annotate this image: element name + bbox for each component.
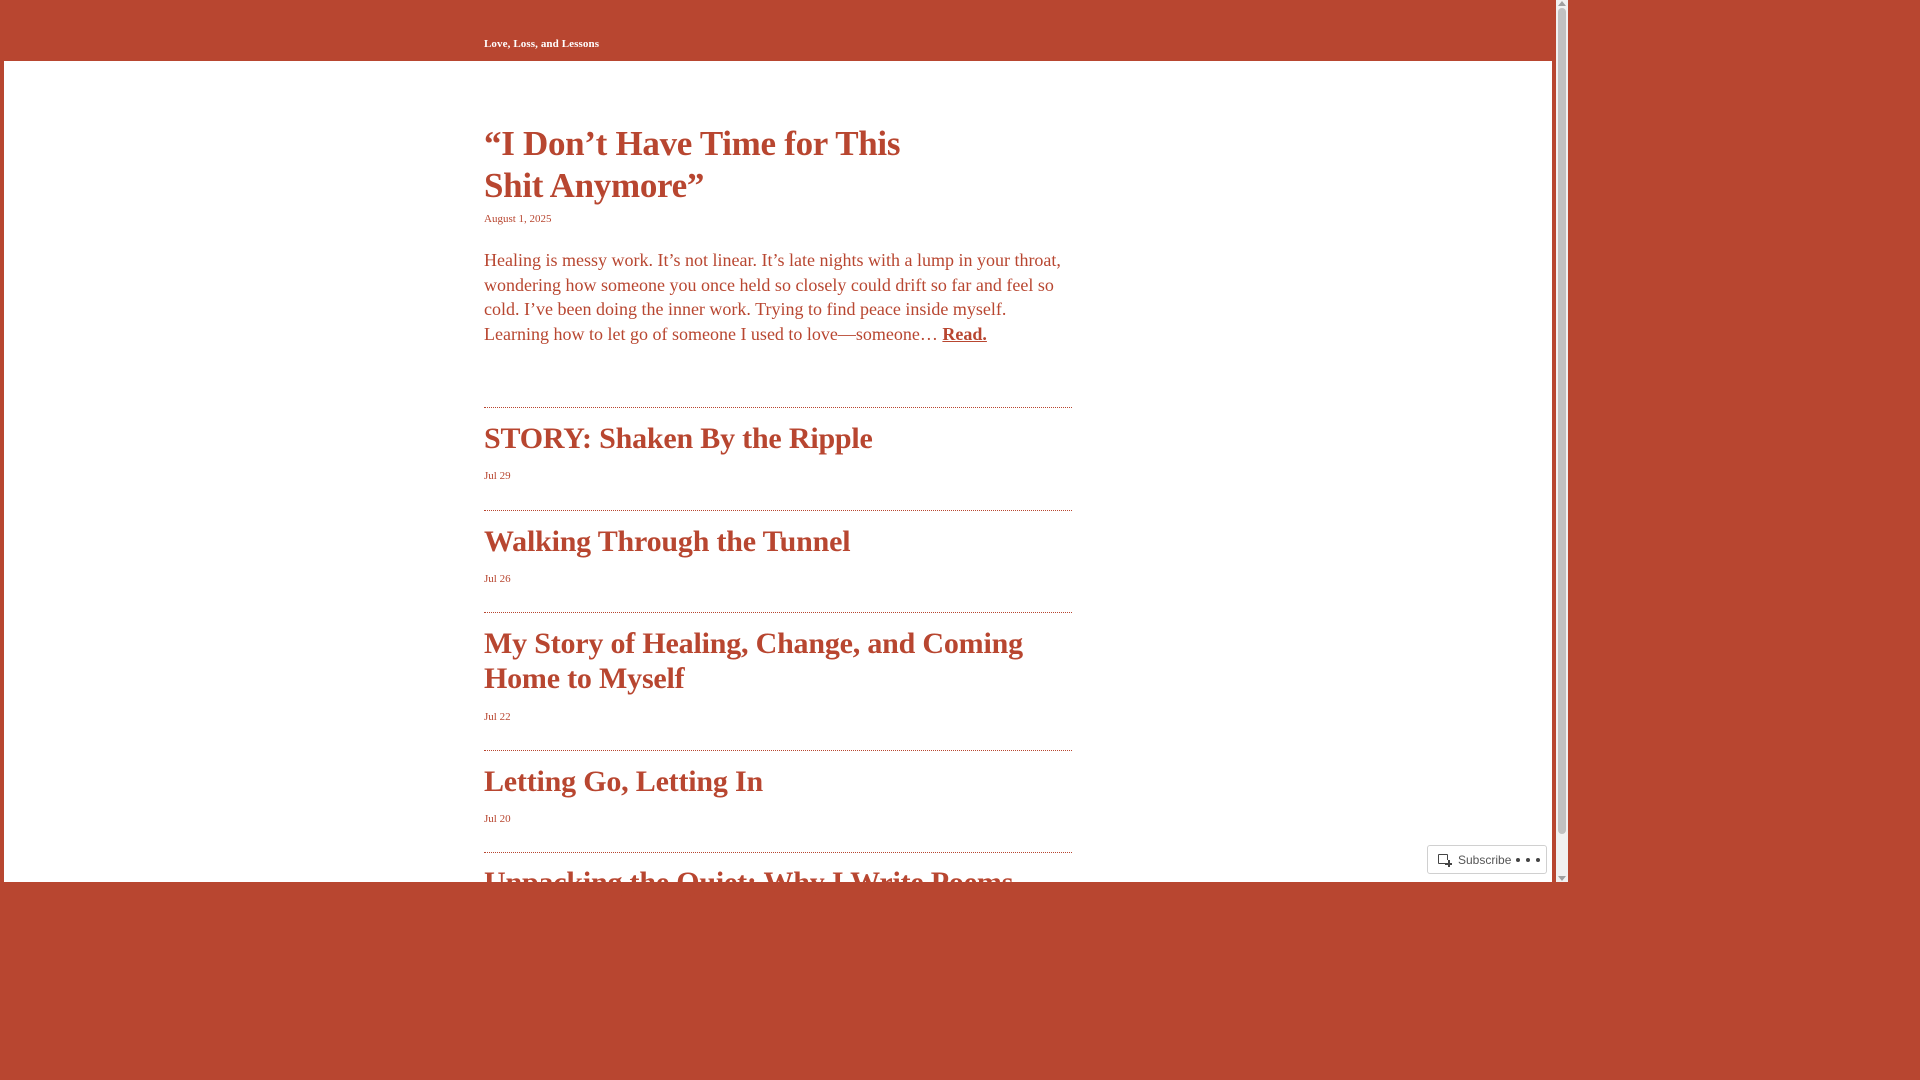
post-title-link[interactable]: STORY: Shaken By the Ripple xyxy=(484,422,873,455)
post-list xyxy=(484,407,1072,913)
post-date: Jul 29 xyxy=(484,470,511,482)
more-options-button[interactable] xyxy=(1516,852,1540,868)
page-scrollbar[interactable] xyxy=(1556,0,1568,882)
featured-post-date: August 1, 2025 xyxy=(484,213,552,225)
subscribe-label: Subscribe xyxy=(1458,853,1512,867)
scrollbar-thumb[interactable] xyxy=(1558,8,1566,834)
featured-post-title[interactable]: “I Don’t Have Time for This Shit Anymore” xyxy=(484,124,901,205)
post-title-link[interactable]: My Story of Healing, Change, and Coming Home to Myself xyxy=(484,627,1023,695)
excerpt-text: Healing is messy work. It’s not linear. It’s late nights with a lump in your throat, wondering how someone you once held so closely could drift so far and feel so cold. I’ve been doing the inner work. Trying to find peace inside myself. Learning how to let go of someone I used to love—someone… xyxy=(484,250,1061,344)
post-list-item xyxy=(484,852,1072,913)
page-content-area xyxy=(4,61,1552,899)
ellipsis-icon xyxy=(1536,858,1540,862)
floating-action-bar xyxy=(1427,845,1547,874)
post-list-item xyxy=(484,407,1072,510)
reader-subscribe-icon xyxy=(1438,854,1452,866)
ellipsis-icon xyxy=(1516,858,1520,862)
read-more-link[interactable]: Read. xyxy=(942,323,987,344)
post-title-link[interactable]: Unpacking the Quiet: Why I Write Poems xyxy=(484,866,1014,899)
post-list-item xyxy=(484,612,1072,750)
post-title-link[interactable]: Letting Go, Letting In xyxy=(484,765,763,798)
scroll-down-arrow-icon[interactable] xyxy=(1558,876,1566,881)
post-date: Jul 26 xyxy=(484,573,511,585)
scroll-up-arrow-icon[interactable] xyxy=(1558,1,1566,6)
ellipsis-icon xyxy=(1526,858,1530,862)
featured-post-excerpt xyxy=(484,248,1072,346)
post-list-item xyxy=(484,510,1072,612)
post-date: Jul 20 xyxy=(484,813,511,825)
post-date: Jul 22 xyxy=(484,711,511,723)
subscribe-button[interactable] xyxy=(1438,852,1511,868)
post-list-item xyxy=(484,750,1072,852)
post-title-link[interactable]: Walking Through the Tunnel xyxy=(484,525,851,558)
site-title-link[interactable]: Love, Loss, and Lessons xyxy=(484,38,600,50)
